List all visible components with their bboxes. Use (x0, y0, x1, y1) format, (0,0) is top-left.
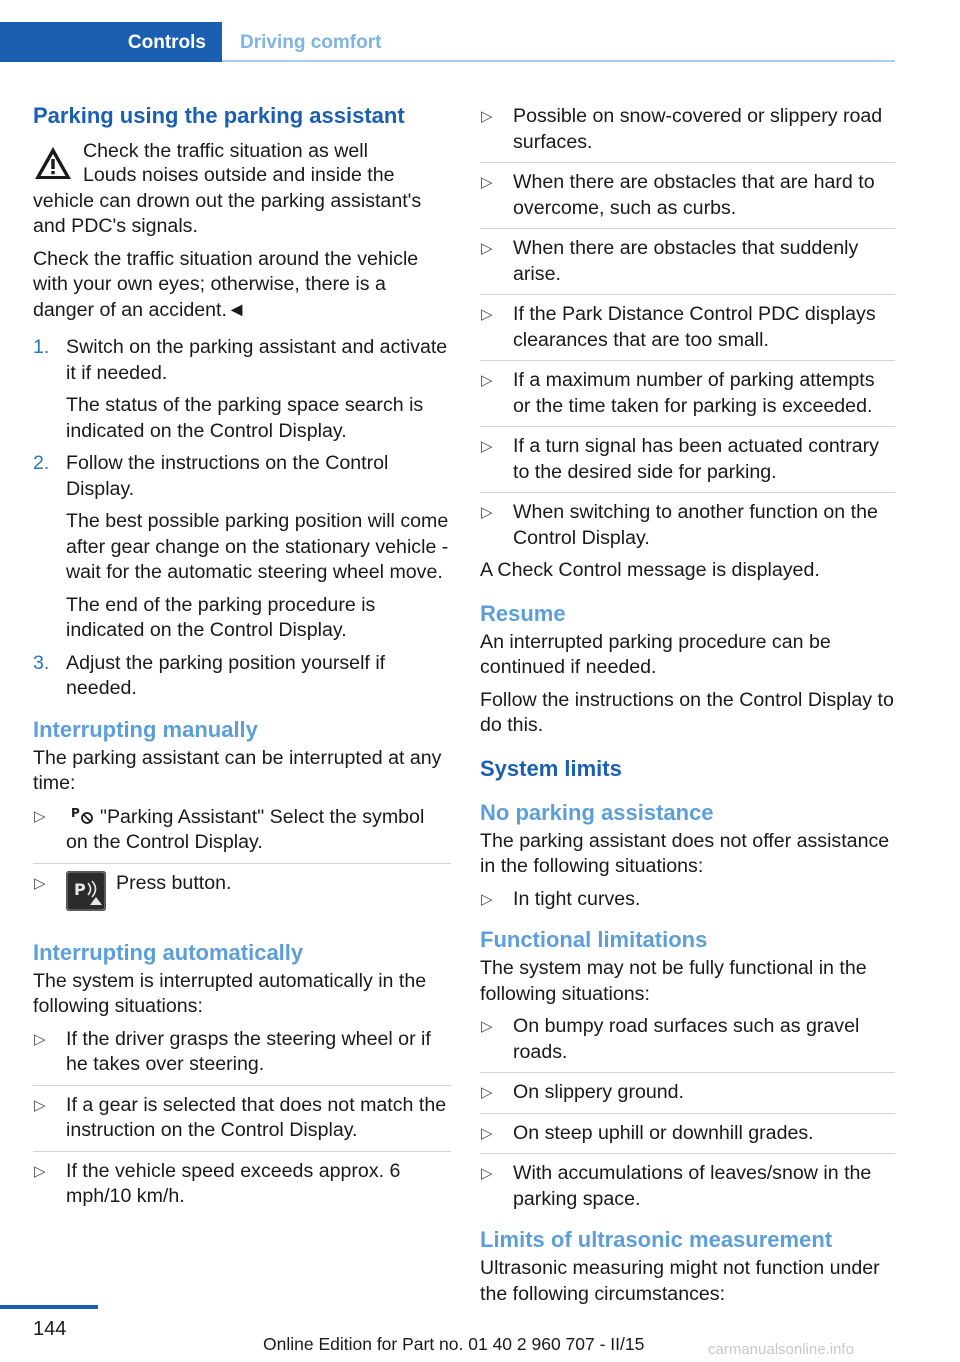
auto-list (33, 1027, 451, 1210)
list-item-text: With accumulations of leaves/snow in the parking space. (513, 1162, 872, 1210)
bullet-triangle-icon: ▷ (34, 1096, 46, 1114)
bullet-triangle-icon: ▷ (481, 1124, 493, 1142)
step-number: 3. (33, 651, 50, 674)
header-tabbar (0, 22, 895, 62)
list-item (480, 1121, 895, 1147)
manual-list (33, 804, 451, 927)
resume-para2: Follow the instructions on the Control Display to do this. (480, 688, 894, 736)
list-item-text: When switching to another function on the Control Display. (513, 501, 878, 549)
heading-functional-limitations: Functional limitations (480, 927, 708, 952)
bullet-triangle-icon: ▷ (481, 890, 493, 908)
list-item (480, 887, 895, 913)
no-assist-intro: The parking assistant does not offer assistance in the following situations: (480, 829, 890, 877)
warning-box (33, 139, 451, 195)
resume-para1: An interrupted parking procedure can be continued if needed. (480, 630, 831, 678)
list-divider (480, 360, 895, 361)
list-divider (480, 1072, 895, 1073)
heading-resume: Resume (480, 600, 566, 626)
list-divider (480, 492, 895, 493)
list-item-text: When there are obstacles that suddenly arise. (513, 237, 859, 285)
check-control-text: A Check Control message is displayed. (480, 559, 820, 581)
list-item-text: If the vehicle speed exceeds approx. 6 mph/10 km/h. (66, 1159, 401, 1207)
bullet-triangle-icon: ▷ (34, 807, 46, 825)
step-number: 2. (33, 452, 50, 474)
list-item (33, 1093, 451, 1144)
bullet-triangle-icon: ▷ (481, 108, 493, 125)
step-text: Follow the instructions on the Control Display. (66, 452, 389, 500)
list-item-text: On steep uphill or downhill grades. (513, 1121, 814, 1144)
auto-list-continued (480, 104, 895, 551)
bullet-triangle-icon: ▷ (481, 240, 493, 257)
bullet-triangle-icon: ▷ (481, 438, 493, 455)
step-text: Switch on the parking assistant and activate it if needed. (66, 336, 448, 384)
list-item (480, 170, 895, 221)
svg-text:P: P (71, 805, 80, 820)
list-item (480, 1080, 895, 1106)
parking-button-icon (66, 871, 106, 911)
watermark: carmanualsonline.info (708, 1341, 854, 1358)
list-item (480, 1161, 895, 1212)
tab-driving-comfort[interactable]: Driving comfort (240, 32, 382, 53)
section-title-parking-assistant: Parking using the parking assistant (33, 103, 405, 128)
step-subtext: The status of the parking space search is indicated on the Control Display. (66, 394, 424, 442)
list-divider (480, 228, 895, 229)
steps-list (33, 335, 451, 702)
svg-text:P: P (74, 879, 86, 899)
step-item (33, 335, 451, 444)
list-item (480, 104, 895, 155)
list-item (480, 368, 895, 419)
list-item (480, 302, 895, 353)
step-text: Adjust the parking position yourself if needed. (66, 651, 386, 699)
parking-assistant-icon (70, 804, 96, 826)
tab-underline (222, 60, 895, 62)
list-item-text: Possible on snow-covered or slippery road surfaces. (513, 105, 883, 153)
list-item (33, 1159, 451, 1210)
list-item-text: On slippery ground. (513, 1081, 684, 1103)
heading-ultrasonic-limits: Limits of ultrasonic measurement (480, 1227, 833, 1252)
list-item (480, 236, 895, 287)
tab-controls[interactable]: Controls (0, 22, 222, 62)
bullet-triangle-icon: ▷ (481, 1018, 493, 1035)
list-item-text: On bumpy road surfaces such as gravel roads. (513, 1015, 860, 1063)
heading-interrupting-automatically: Interrupting automatically (33, 939, 304, 965)
list-divider (33, 1085, 451, 1086)
warning-para2: Check the traffic situation around the vehicle with your own eyes; otherwise, there is a danger of an accident.◄ (33, 247, 419, 321)
func-list (480, 1014, 895, 1212)
step-item (33, 451, 451, 644)
list-divider (33, 1151, 451, 1152)
list-item-text: If the driver grasps the steering wheel or if he takes over steering. (66, 1027, 431, 1075)
step-number: 1. (33, 336, 50, 358)
bullet-triangle-icon: ▷ (481, 306, 493, 323)
warning-para1: Louds noises outside and inside the vehicle can drown out the parking assistant's and PDC's signals. (33, 164, 422, 237)
warning-line1: Check the traffic situation as well (83, 140, 368, 162)
bullet-triangle-icon: ▷ (481, 504, 493, 521)
list-item-text: In tight curves. (513, 887, 641, 910)
edition-text: Online Edition for Part no. 01 40 2 960 707 - II/15 (263, 1334, 645, 1354)
list-item-text: If the Park Distance Control PDC displays clearances that are too small. (513, 303, 876, 351)
bullet-triangle-icon: ▷ (34, 1162, 46, 1180)
list-item-text: If a turn signal has been actuated contrary to the desired side for parking. (513, 435, 879, 483)
func-intro: The system may not be fully functional in the following situations: (480, 957, 867, 1005)
no-assist-list (480, 887, 895, 913)
list-divider (33, 863, 451, 864)
list-item-text: If a gear is selected that does not match the instruction on the Control Display. (66, 1093, 447, 1141)
bullet-triangle-icon: ▷ (481, 174, 493, 191)
manual-item-text: "Parking Assistant" Select the symbol on the Control Display. (66, 805, 425, 853)
step-item (33, 651, 451, 702)
bullet-triangle-icon: ▷ (481, 1084, 493, 1101)
list-item (480, 434, 895, 485)
list-divider (480, 162, 895, 163)
manual-item-text: Press button. (116, 871, 232, 894)
step-subtext: The end of the parking procedure is indicated on the Control Display. (66, 593, 376, 641)
step-subtext: The best possible parking position will come after gear change on the stationary vehicle - wait for the automatic steering wheel move. (66, 510, 449, 583)
list-divider (480, 426, 895, 427)
footer-accent-bar (0, 1305, 98, 1309)
warning-triangle-icon (33, 145, 73, 181)
list-item-text: When there are obstacles that are hard to overcome, such as curbs. (513, 171, 875, 219)
bullet-triangle-icon: ▷ (34, 874, 46, 892)
ultra-intro: Ultrasonic measuring might not function under the following circumstances: (480, 1257, 880, 1305)
heading-no-parking-assistance: No parking assistance (480, 799, 714, 825)
bullet-triangle-icon: ▷ (481, 372, 493, 389)
list-item (33, 1027, 451, 1078)
heading-interrupting-manually: Interrupting manually (33, 716, 258, 742)
bullet-triangle-icon: ▷ (481, 1165, 493, 1182)
list-item (480, 500, 895, 551)
right-column (480, 104, 895, 1314)
list-item (33, 871, 451, 927)
auto-intro: The system is interrupted automatically in the following situations: (33, 969, 427, 1017)
list-item (480, 1014, 895, 1065)
page-number: 144 (33, 1318, 67, 1340)
bullet-triangle-icon: ▷ (34, 1030, 46, 1048)
list-item (33, 804, 451, 856)
heading-system-limits: System limits (480, 755, 622, 781)
list-divider (480, 1113, 895, 1114)
list-divider (480, 294, 895, 295)
list-item-text: If a maximum number of parking attempts or the time taken for parking is exceeded. (513, 369, 875, 417)
left-column (33, 100, 451, 1217)
manual-intro: The parking assistant can be interrupted at any time: (33, 746, 442, 794)
list-divider (480, 1153, 895, 1154)
